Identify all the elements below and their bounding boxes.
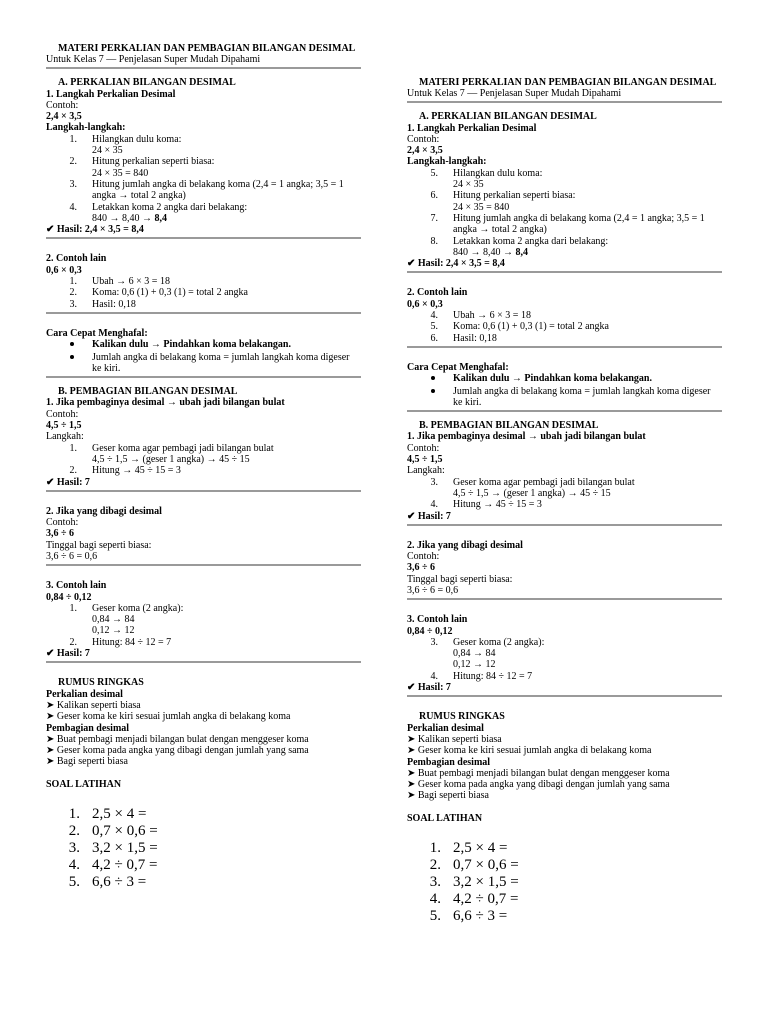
contoh-label: Contoh: [407,133,440,145]
list-item: 5. Hilangkan dulu koma: 24 × 35 [407,168,722,191]
contoh-label: Contoh: [407,551,440,563]
example-expression: 4,5 ÷ 1,5 [46,420,82,432]
list-item: 4. Hitung: 84 ÷ 12 = 7 [407,671,722,682]
steps-list [407,168,722,258]
example-expression: 3,6 ÷ 6 [46,528,74,540]
result-line: ✔ Hasil: 2,4 × 3,5 = 8,4 [46,224,144,236]
divider [407,695,722,697]
list-number: 5. [430,167,438,179]
list-item: 6. Hasil: 0,18 [407,333,722,344]
practice-item: 4. 4,2 ÷ 0,7 = [46,857,361,874]
explanation-line: Tinggal bagi seperti biasa: [407,573,513,585]
summary-div-title: Pembagian desimal [46,722,130,734]
divider [407,410,722,412]
result-line: ✔ Hasil: 7 [46,476,90,488]
section-b1-title: 1. Jika pembaginya desimal → ubah jadi bilangan bulat [46,397,285,409]
list-number: 2. [69,465,77,477]
list-number: 2. [69,287,77,299]
steps-list [407,477,722,511]
list-item: 2. Koma: 0,6 (1) + 0,3 (1) = total 2 angka [46,287,361,298]
list-item: 3. Hasil: 0,18 [46,299,361,310]
practice-item: 1. 2,5 × 4 = [46,806,361,823]
list-number: 1. [68,806,80,823]
list-item: Kalikan dulu → Pindahkan koma belakangan. [407,373,722,384]
summary-heading: RUMUS RINGKAS [419,711,505,723]
list-number: 5. [430,321,438,333]
practice-heading: SOAL LATIHAN [407,812,483,824]
list-item: 3. Geser koma agar pembagi jadi bilangan bulat 4,5 ÷ 1,5 → (geser 1 angka) → 45 ÷ 15 [407,477,722,500]
divider [407,598,722,600]
list-item: Jumlah angka di belakang koma = jumlah langkah koma digeser ke kiri. [46,352,361,375]
tips-list [46,339,361,374]
summary-item: ➤ Geser koma ke kiri sesuai jumlah angka di belakang koma [46,711,291,723]
list-number: 1. [69,442,77,454]
practice-item: 3. 3,2 × 1,5 = [46,840,361,857]
list-number: 3. [430,636,438,648]
result-line: ✔ Hasil: 7 [407,510,451,522]
steps-list [407,310,722,344]
summary-item: ➤ Bagi seperti biasa [407,790,489,802]
list-number: 3. [69,178,77,190]
result-line: ✔ Hasil: 2,4 × 3,5 = 8,4 [407,258,505,270]
summary-item: ➤ Bagi seperti biasa [46,756,128,768]
section-b3-title: 3. Contoh lain [407,614,468,626]
list-number: 1. [69,133,77,145]
list-number: 2. [68,823,80,840]
doc-subtitle: Untuk Kelas 7 — Penjelasan Super Mudah Dipahami [46,54,261,65]
contoh-label: Contoh: [46,517,79,529]
list-number: 4. [430,670,438,682]
summary-mul-title: Perkalian desimal [407,722,484,734]
steps-list [46,603,361,648]
explanation-line: 3,6 ÷ 6 = 0,6 [46,550,98,562]
list-number: 4. [430,499,438,511]
divider [46,312,361,314]
section-a-heading: A. PERKALIAN BILANGAN DESIMAL [58,77,236,89]
practice-item: 1. 2,5 × 4 = [407,840,722,857]
explanation-line: 3,6 ÷ 6 = 0,6 [407,584,459,596]
divider [46,661,361,663]
section-a1-title: 1. Langkah Perkalian Desimal [46,88,176,100]
section-a2-title: 2. Contoh lain [46,253,107,265]
list-item: 2. Hitung: 84 ÷ 12 = 7 [46,637,361,648]
contoh-label: Contoh: [46,99,79,111]
summary-item: ➤ Geser koma pada angka yang dibagi dengan jumlah yang sama [407,779,670,791]
list-item: 4. Letakkan koma 2 angka dari belakang: 840 → 8,40 → 8,4 [46,202,361,225]
list-item: Jumlah angka di belakang koma = jumlah langkah koma digeser ke kiri. [407,386,722,409]
steps-list [46,134,361,224]
list-item: 1. Geser koma (2 angka): 0,84 → 84 0,12 → 12 [46,603,361,637]
summary-item: ➤ Buat pembagi menjadi bilangan bulat dengan menggeser koma [407,767,670,779]
list-number: 6. [430,190,438,202]
practice-list [407,840,722,925]
steps-list [46,276,361,310]
list-number: 5. [429,908,441,925]
list-number: 2. [69,156,77,168]
practice-item: 2. 0,7 × 0,6 = [46,823,361,840]
example-expression: 3,6 ÷ 6 [407,562,435,574]
list-number: 7. [430,212,438,224]
summary-div-title: Pembagian desimal [407,756,491,768]
list-item: 4. Ubah → 6 × 3 = 18 [407,310,722,321]
list-number: 3. [430,476,438,488]
practice-list [46,806,361,891]
explanation-line: Tinggal bagi seperti biasa: [46,539,152,551]
steps-list [407,637,722,682]
list-number: 4. [429,891,441,908]
list-item: 1. Hilangkan dulu koma: 24 × 35 [46,134,361,157]
list-item: 3. Hitung jumlah angka di belakang koma (2,4 = 1 angka; 3,5 = 1 angka → total 2 angka) [46,179,361,202]
doc-title: MATERI PERKALIAN DAN PEMBAGIAN BILANGAN DESIMAL [419,77,717,88]
list-number: 3. [69,298,77,310]
example-expression: 2,4 × 3,5 [46,111,82,123]
result-line: ✔ Hasil: 7 [46,648,90,660]
practice-item: 5. 6,6 ÷ 3 = [46,874,361,891]
divider [407,346,722,348]
steps-list [46,443,361,477]
section-b-heading: B. PEMBAGIAN BILANGAN DESIMAL [419,420,599,432]
list-number: 6. [430,332,438,344]
section-a-heading: A. PERKALIAN BILANGAN DESIMAL [419,111,597,123]
list-item: 6. Hitung perkalian seperti biasa: 24 × 35 = 840 [407,190,722,213]
list-number: 1. [429,840,441,857]
section-b2-title: 2. Jika yang dibagi desimal [46,505,162,517]
summary-item: ➤ Kalikan seperti biasa [46,699,141,711]
list-number: 2. [429,857,441,874]
summary-mul-title: Perkalian desimal [46,688,123,700]
summary-item: ➤ Buat pembagi menjadi bilangan bulat dengan menggeser koma [46,733,309,745]
list-item: 3. Geser koma (2 angka): 0,84 → 84 0,12 → 12 [407,637,722,671]
list-number: 4. [69,201,77,213]
practice-item: 4. 4,2 ÷ 0,7 = [407,891,722,908]
summary-item: ➤ Geser koma ke kiri sesuai jumlah angka di belakang koma [407,745,652,757]
doc-title: MATERI PERKALIAN DAN PEMBAGIAN BILANGAN DESIMAL [58,43,356,54]
section-b1-title: 1. Jika pembaginya desimal → ubah jadi bilangan bulat [407,431,646,443]
list-item: 1. Ubah → 6 × 3 = 18 [46,276,361,287]
list-number: 4. [68,857,80,874]
tips-title: Cara Cepat Menghafal: [46,327,148,339]
list-item: 2. Hitung → 45 ÷ 15 = 3 [46,465,361,476]
steps-label: Langkah: [407,465,445,477]
summary-item: ➤ Kalikan seperti biasa [407,733,502,745]
practice-item: 5. 6,6 ÷ 3 = [407,908,722,925]
list-item: 4. Hitung → 45 ÷ 15 = 3 [407,499,722,510]
divider [407,271,722,273]
example-expression: 2,4 × 3,5 [407,145,443,157]
list-number: 1. [69,602,77,614]
contoh-label: Contoh: [407,442,440,454]
section-b-heading: B. PEMBAGIAN BILANGAN DESIMAL [58,386,238,398]
list-item: 7. Hitung jumlah angka di belakang koma (2,4 = 1 angka; 3,5 = 1 angka → total 2 angka) [407,213,722,236]
section-a2-title: 2. Contoh lain [407,287,468,299]
list-number: 5. [68,874,80,891]
steps-label: Langkah: [46,431,84,443]
steps-label: Langkah-langkah: [46,122,126,134]
list-number: 8. [430,235,438,247]
example-expression: 0,6 × 0,3 [407,298,443,310]
example-expression: 0,84 ÷ 0,12 [407,625,453,637]
document-column-right [407,77,722,925]
list-number: 4. [430,310,438,322]
list-item: 1. Geser koma agar pembagi jadi bilangan bulat 4,5 ÷ 1,5 → (geser 1 angka) → 45 ÷ 15 [46,443,361,466]
divider [46,237,361,239]
section-b2-title: 2. Jika yang dibagi desimal [407,539,523,551]
tips-list [407,373,722,408]
list-item: 2. Hitung perkalian seperti biasa: 24 × 35 = 840 [46,156,361,179]
section-a1-title: 1. Langkah Perkalian Desimal [407,122,537,134]
steps-label: Langkah-langkah: [407,156,487,168]
list-number: 1. [69,276,77,288]
example-expression: 0,84 ÷ 0,12 [46,591,92,603]
section-b3-title: 3. Contoh lain [46,580,107,592]
example-expression: 4,5 ÷ 1,5 [407,454,443,466]
list-item: Kalikan dulu → Pindahkan koma belakangan. [46,339,361,350]
tips-title: Cara Cepat Menghafal: [407,361,509,373]
divider [46,67,361,69]
practice-heading: SOAL LATIHAN [46,778,122,790]
practice-item: 2. 0,7 × 0,6 = [407,857,722,874]
divider [46,564,361,566]
divider [46,490,361,492]
list-number: 2. [69,636,77,648]
list-number: 3. [429,874,441,891]
doc-subtitle: Untuk Kelas 7 — Penjelasan Super Mudah Dipahami [407,88,622,99]
example-expression: 0,6 × 0,3 [46,264,82,276]
summary-item: ➤ Geser koma pada angka yang dibagi dengan jumlah yang sama [46,745,309,757]
document-column-left [46,43,361,891]
contoh-label: Contoh: [46,408,79,420]
list-item: 8. Letakkan koma 2 angka dari belakang: 840 → 8,40 → 8,4 [407,236,722,259]
divider [407,524,722,526]
list-number: 3. [68,840,80,857]
practice-item: 3. 3,2 × 1,5 = [407,874,722,891]
divider [407,101,722,103]
result-line: ✔ Hasil: 7 [407,682,451,694]
list-item: 5. Koma: 0,6 (1) + 0,3 (1) = total 2 angka [407,321,722,332]
divider [46,376,361,378]
summary-heading: RUMUS RINGKAS [58,677,144,689]
